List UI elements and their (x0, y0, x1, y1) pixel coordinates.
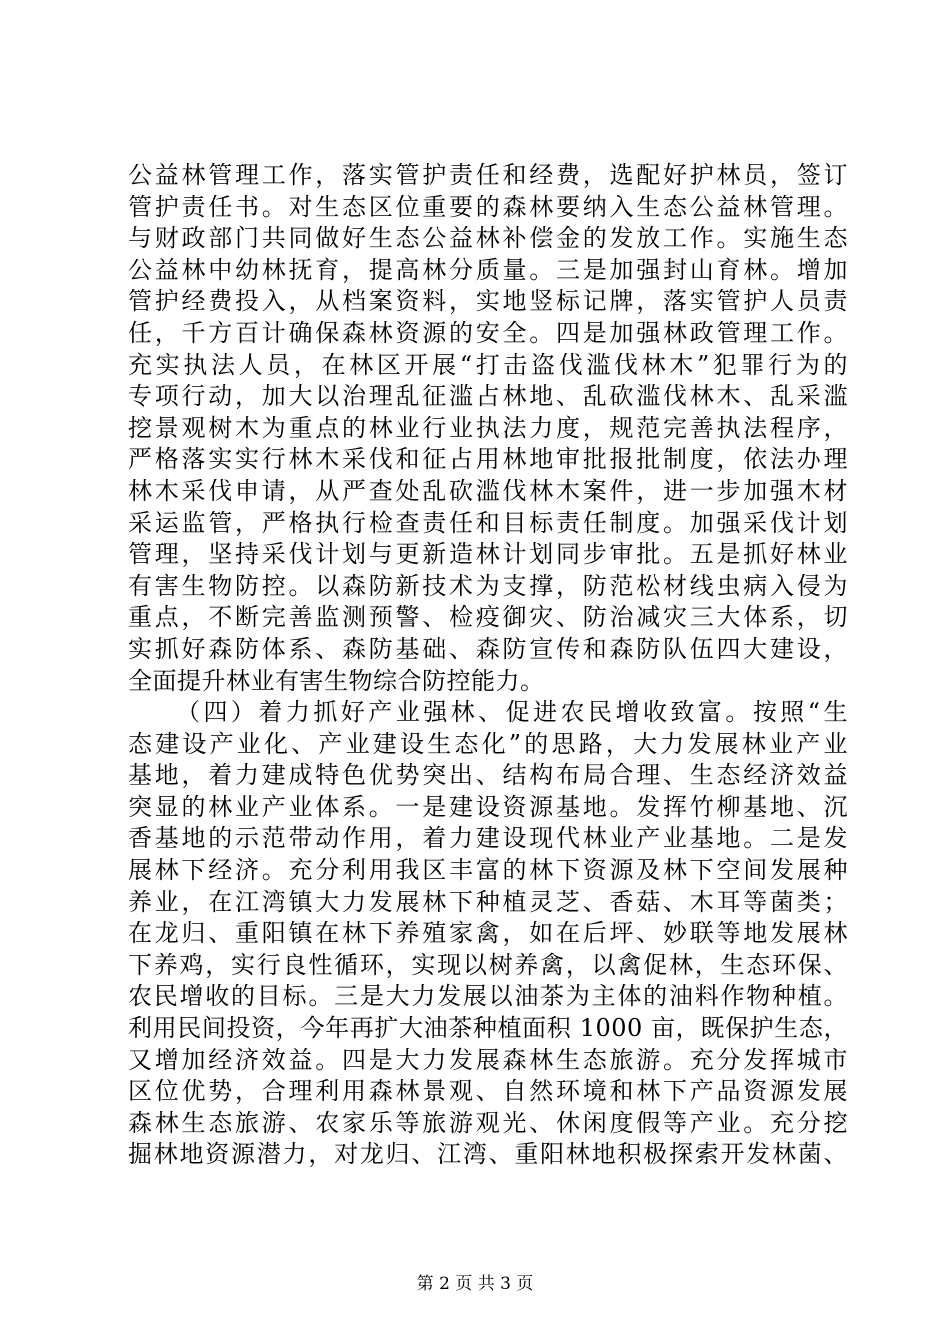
document-body (128, 160, 848, 1171)
text-line: 展林下经济。充分利用我区丰富的林下资源及林下空间发展种 (128, 856, 848, 885)
text-line: 严格落实实行林木采伐和征占用林地审批报批制度，依法办理 (128, 445, 848, 474)
text-line: 管护责任书。对生态区位重要的森林要纳入生态公益林管理。 (128, 192, 848, 221)
text-line: 有害生物防控。以森防新技术为支撑，防范松材线虫病入侵为 (128, 571, 848, 600)
text-line: 重点，不断完善监测预警、检疫御灾、防治减灾三大体系，切 (128, 603, 848, 632)
text-line: 基地，着力建成特色优势突出、结构布局合理、生态经济效益 (128, 761, 848, 790)
text-line: 养业，在江湾镇大力发展林下种植灵芝、香菇、木耳等菌类； (128, 887, 848, 916)
text-line: 全面提升林业有害生物综合防控能力。 (128, 666, 545, 695)
text-line: 态建设产业化、产业建设生态化”的思路，大力发展林业产业 (128, 729, 848, 758)
text-line: 公益林管理工作，落实管护责任和经费，选配好护林员，签订 (128, 161, 848, 189)
text-line: 管理，坚持采伐计划与更新造林计划同步审批。五是抓好林业 (128, 540, 848, 569)
text-line: 与财政部门共同做好生态公益林补偿金的发放工作。实施生态 (128, 224, 848, 253)
page-footer: 第 2 页 共 3 页 (416, 1274, 534, 1294)
text-line: 挖景观树木为重点的林业行业执法力度，规范完善执法程序， (128, 413, 848, 442)
text-line: 利用民间投资，今年再扩大油茶种植面积 1000 亩，既保护生态， (128, 1014, 848, 1043)
text-line: 实抓好森防体系、森防基础、森防宣传和森防队伍四大建设， (128, 634, 848, 663)
text-line: 管护经费投入，从档案资料，实地竖标记牌，落实管护人员责 (128, 287, 848, 316)
text-line: 在龙归、重阳镇在林下养殖家禽，如在后坪、妙联等地发展林 (128, 919, 848, 948)
text-line: 香基地的示范带动作用，着力建设现代林业产业基地。二是发 (128, 824, 848, 853)
text-line: 又增加经济效益。四是大力发展森林生态旅游。充分发挥城市 (128, 1045, 848, 1074)
text-line: 充实执法人员，在林区开展“打击盗伐滥伐林木”犯罪行为的 (128, 350, 848, 379)
text-line: 下养鸡，实行良性循环，实现以树养禽，以禽促林，生态环保、 (128, 950, 848, 979)
text-line: 森林生态旅游、农家乐等旅游观光、休闲度假等产业。充分挖 (128, 1108, 848, 1137)
text-line: 任，千方百计确保森林资源的安全。四是加强林政管理工作。 (128, 318, 848, 347)
text-line: 公益林中幼林抚育，提高林分质量。三是加强封山育林。增加 (128, 255, 848, 284)
text-line: 农民增收的目标。三是大力发展以油茶为主体的油料作物种植。 (128, 982, 848, 1011)
paragraph (128, 160, 848, 697)
text-line: 掘林地资源潜力，对龙归、江湾、重阳林地积极探索开发林菌、 (128, 1140, 848, 1169)
text-line: 突显的林业产业体系。一是建设资源基地。发挥竹柳基地、沉 (128, 792, 848, 821)
text-line: 区位优势，合理利用森林景观、自然环境和林下产品资源发展 (128, 1077, 848, 1106)
text-line: 专项行动，加大以治理乱征滥占林地、乱砍滥伐林木、乱采滥 (128, 382, 848, 411)
text-line: 采运监管，严格执行检查责任和目标责任制度。加强采伐计划 (128, 508, 848, 537)
text-line: （四）着力抓好产业强林、促进农民增收致富。按照“生 (176, 698, 848, 727)
paragraph (128, 697, 848, 1171)
text-line: 林木采伐申请，从严查处乱砍滥伐林木案件，进一步加强木材 (128, 476, 848, 505)
